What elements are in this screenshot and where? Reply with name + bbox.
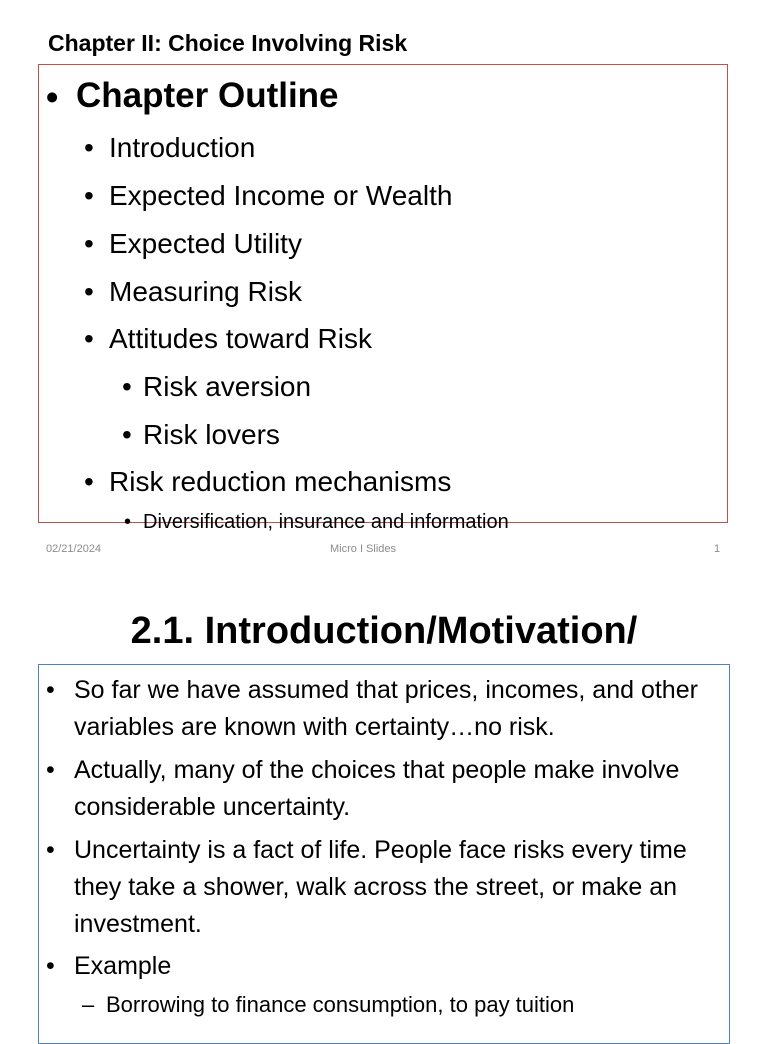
outline-item: Introduction [109,132,256,163]
content-subbullet: Borrowing to finance consumption, to pay tuition [106,992,575,1017]
outline-subitem: Diversification, insurance and information [143,511,509,533]
bullet-icon: • [46,676,55,704]
outline-item: Expected Income or Wealth [109,180,453,211]
slide-title: Chapter II: Choice Involving Risk [48,30,408,56]
content-bullet: Example [74,952,172,980]
outline-subitem: Risk aversion [143,371,312,402]
bullet-icon: • [84,276,94,307]
outline-item: Risk reduction mechanisms [109,466,452,497]
outline-heading: Chapter Outline [76,76,339,115]
footer-date: 02/21/2024 [46,543,102,555]
bullet-icon: • [84,180,94,211]
footer-title: Micro I Slides [330,543,397,555]
content-bullet: So far we have assumed that prices, incomes, and other variables are known with certainty…no risk. [74,676,698,741]
bullet-icon: • [46,78,59,117]
bullet-icon: • [46,756,55,784]
bullet-icon: • [46,952,55,980]
bullet-icon: • [124,511,132,533]
bullet-icon: • [84,132,94,163]
outline-subitem: Risk lovers [143,419,280,450]
outline-item: Expected Utility [109,228,302,259]
content-bullet: Actually, many of the choices that people make involve considerable uncertainty. [74,756,680,821]
bullet-icon: • [122,419,132,450]
slide-title: 2.1. Introduction/Motivation/ [130,610,638,652]
dash-icon: – [82,992,95,1017]
bullet-icon: • [84,466,94,497]
bullet-icon: • [46,836,55,864]
bullet-icon: • [84,323,94,354]
bullet-icon: • [84,228,94,259]
page-number: 1 [714,543,721,555]
bullet-icon: • [122,371,132,402]
content-bullet: Uncertainty is a fact of life. People face risks every time they take a shower, walk across the street, or make an investment. [74,836,687,938]
outline-item: Attitudes toward Risk [109,323,372,354]
outline-item: Measuring Risk [109,276,302,307]
